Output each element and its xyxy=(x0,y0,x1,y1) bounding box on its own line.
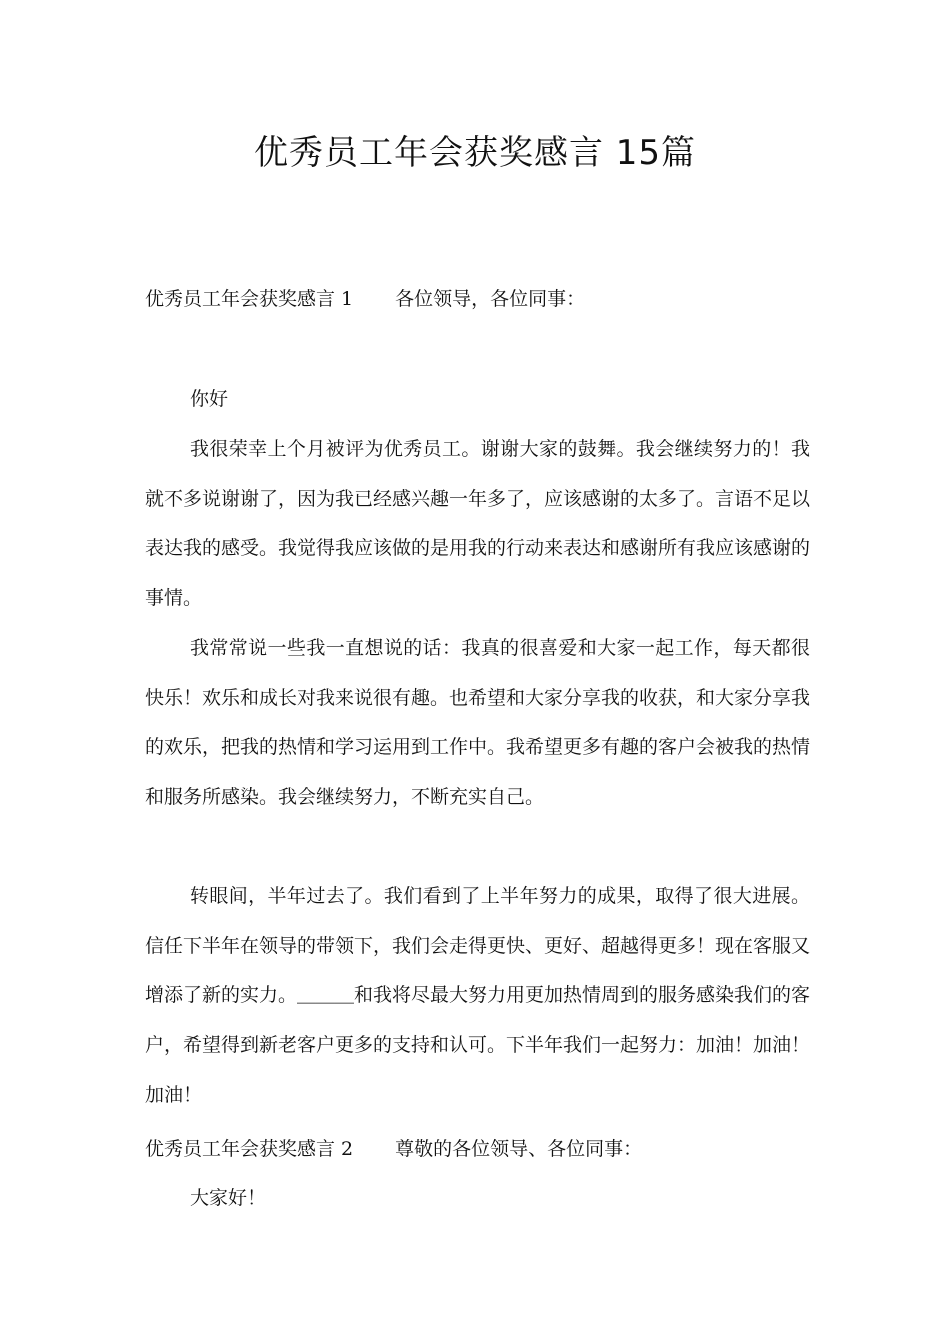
greeting: 你好 xyxy=(190,388,229,410)
paragraph: 我很荣幸上个月被评为优秀员工。谢谢大家的鼓舞。我会继续努力的！我就不多说谢谢了，因为我已经感兴趣一年多了，应该感谢的太多了。言语不足以表达我的感受。我觉得我应该做的是用我的行动来表达和感谢所有我应该感谢的事情。 xyxy=(145,438,811,610)
paragraph: 我常常说一些我一直想说的话：我真的很喜爱和大家一起工作，每天都很快乐！欢乐和成长对我来说很有趣。也希望和大家分享我的收获，和大家分享我的欢乐，把我的热情和学习运用到工作中。我希望更多有趣的客户会被我的热情和服务所感染。我会继续努力，不断充实自己。 xyxy=(145,637,811,809)
salutation: 尊敬的各位领导、各位同事： xyxy=(395,1138,643,1160)
section-title: 优秀员工年会获奖感言 2 xyxy=(145,1138,354,1160)
greeting: 大家好！ xyxy=(190,1187,267,1209)
salutation: 各位领导，各位同事： xyxy=(395,288,586,310)
paragraph: 转眼间，半年过去了。我们看到了上半年努力的成果，取得了很大进展。信任下半年在领导的带领下，我们会走得更快、更好、超越得更多！现在客服又增添了新的实力。＿＿＿和我将尽最大努力用更加热情周到的服务感染我们的客户，希望得到新老客户更多的支持和认可。下半年我们一起努力：加油！加油！加油！ xyxy=(145,885,811,1106)
section-title: 优秀员工年会获奖感言 1 xyxy=(145,288,354,310)
section-heading-1 xyxy=(145,284,825,314)
document-title: 优秀员工年会获奖感言 15篇 xyxy=(253,133,697,173)
section-heading-2 xyxy=(145,1134,825,1164)
